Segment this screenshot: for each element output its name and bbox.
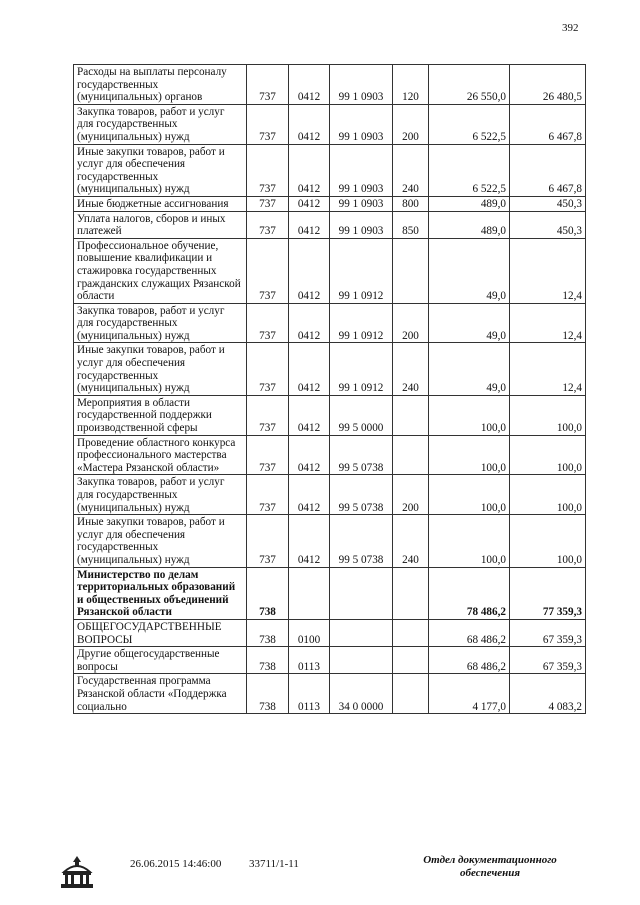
expense-type-cell: 200 xyxy=(393,475,429,515)
target-article-cell: 99 5 0738 xyxy=(330,435,393,475)
section-code-cell: 0412 xyxy=(289,238,330,303)
ministry-code-cell: 737 xyxy=(247,303,289,343)
amount-planned-cell: 68 486,2 xyxy=(429,619,510,646)
section-code-cell: 0412 xyxy=(289,515,330,567)
table-row xyxy=(74,211,586,238)
section-code-cell: 0113 xyxy=(289,674,330,714)
row-name-cell: Иные закупки товаров, работ и услуг для обеспечения государственных (муниципальных) нужд xyxy=(74,515,247,567)
expense-type-cell xyxy=(393,674,429,714)
expense-type-cell xyxy=(393,238,429,303)
ministry-code-cell: 737 xyxy=(247,65,289,105)
page-footer xyxy=(0,848,640,898)
table-row xyxy=(74,238,586,303)
amount-executed-cell: 100,0 xyxy=(510,435,586,475)
amount-executed-cell: 100,0 xyxy=(510,475,586,515)
target-article-cell: 99 1 0912 xyxy=(330,303,393,343)
amount-planned-cell: 78 486,2 xyxy=(429,567,510,619)
row-name-cell: Расходы на выплаты персоналу государственных (муниципальных) органов xyxy=(74,65,247,105)
row-name-cell: Профессиональное обучение, повышение квалификации и стажировка государственных гражданских служащих Рязанской области xyxy=(74,238,247,303)
target-article-cell xyxy=(330,647,393,674)
ministry-code-cell: 738 xyxy=(247,619,289,646)
section-code-cell: 0412 xyxy=(289,343,330,395)
table-row xyxy=(74,567,586,619)
ministry-code-cell: 737 xyxy=(247,211,289,238)
target-article-cell xyxy=(330,619,393,646)
expense-type-cell xyxy=(393,619,429,646)
ministry-code-cell: 737 xyxy=(247,395,289,435)
amount-planned-cell: 49,0 xyxy=(429,343,510,395)
section-code-cell: 0412 xyxy=(289,196,330,211)
ministry-code-cell: 738 xyxy=(247,567,289,619)
section-code-cell: 0100 xyxy=(289,619,330,646)
target-article-cell: 99 1 0903 xyxy=(330,211,393,238)
row-name-cell: Иные бюджетные ассигнования xyxy=(74,196,247,211)
target-article-cell: 99 5 0738 xyxy=(330,475,393,515)
target-article-cell: 99 1 0903 xyxy=(330,144,393,196)
target-article-cell: 99 1 0903 xyxy=(330,104,393,144)
table-row xyxy=(74,65,586,105)
expense-type-cell: 800 xyxy=(393,196,429,211)
page-number: 392 xyxy=(562,22,579,34)
amount-planned-cell: 49,0 xyxy=(429,303,510,343)
ministry-code-cell: 737 xyxy=(247,435,289,475)
amount-planned-cell: 489,0 xyxy=(429,211,510,238)
ministry-code-cell: 737 xyxy=(247,238,289,303)
expense-type-cell xyxy=(393,395,429,435)
expense-type-cell xyxy=(393,567,429,619)
amount-executed-cell: 450,3 xyxy=(510,196,586,211)
footer-datetime: 26.06.2015 14:46:00 xyxy=(130,858,222,870)
amount-planned-cell: 6 522,5 xyxy=(429,144,510,196)
row-name-cell: Закупка товаров, работ и услуг для государственных (муниципальных) нужд xyxy=(74,475,247,515)
amount-executed-cell: 100,0 xyxy=(510,395,586,435)
expense-type-cell xyxy=(393,435,429,475)
expense-type-cell xyxy=(393,647,429,674)
target-article-cell: 99 1 0912 xyxy=(330,238,393,303)
amount-planned-cell: 100,0 xyxy=(429,395,510,435)
table-row xyxy=(74,515,586,567)
ministry-code-cell: 737 xyxy=(247,515,289,567)
table-row xyxy=(74,619,586,646)
amount-executed-cell: 12,4 xyxy=(510,343,586,395)
row-name-cell: Министерство по делам территориальных образований и общественных объединений Рязанской области xyxy=(74,567,247,619)
amount-executed-cell: 12,4 xyxy=(510,238,586,303)
expense-type-cell: 200 xyxy=(393,303,429,343)
table-row xyxy=(74,475,586,515)
table-row xyxy=(74,674,586,714)
target-article-cell: 99 1 0903 xyxy=(330,65,393,105)
table-row xyxy=(74,104,586,144)
ministry-code-cell: 738 xyxy=(247,674,289,714)
footer-department: Отдел документационного обеспечения xyxy=(423,854,557,879)
section-code-cell xyxy=(289,567,330,619)
ministry-code-cell: 737 xyxy=(247,343,289,395)
section-code-cell: 0412 xyxy=(289,395,330,435)
ministry-code-cell: 737 xyxy=(247,196,289,211)
amount-planned-cell: 100,0 xyxy=(429,515,510,567)
row-name-cell: Закупка товаров, работ и услуг для государственных (муниципальных) нужд xyxy=(74,104,247,144)
target-article-cell: 99 5 0738 xyxy=(330,515,393,567)
section-code-cell: 0412 xyxy=(289,475,330,515)
amount-planned-cell: 4 177,0 xyxy=(429,674,510,714)
section-code-cell: 0412 xyxy=(289,65,330,105)
section-code-cell: 0412 xyxy=(289,435,330,475)
table-row xyxy=(74,196,586,211)
row-name-cell: Иные закупки товаров, работ и услуг для обеспечения государственных (муниципальных) нужд xyxy=(74,144,247,196)
row-name-cell: Мероприятия в области государственной поддержки производственной сферы xyxy=(74,395,247,435)
expense-type-cell: 240 xyxy=(393,144,429,196)
ministry-code-cell: 737 xyxy=(247,144,289,196)
amount-planned-cell: 49,0 xyxy=(429,238,510,303)
amount-executed-cell: 26 480,5 xyxy=(510,65,586,105)
expense-type-cell: 120 xyxy=(393,65,429,105)
amount-executed-cell: 6 467,8 xyxy=(510,144,586,196)
ministry-code-cell: 737 xyxy=(247,104,289,144)
amount-executed-cell: 4 083,2 xyxy=(510,674,586,714)
footer-document-code: 33711/1-11 xyxy=(249,858,299,870)
amount-executed-cell: 67 359,3 xyxy=(510,647,586,674)
section-code-cell: 0412 xyxy=(289,303,330,343)
row-name-cell: Государственная программа Рязанской области «Поддержка социально xyxy=(74,674,247,714)
row-name-cell: Уплата налогов, сборов и иных платежей xyxy=(74,211,247,238)
table-row xyxy=(74,343,586,395)
ministry-code-cell: 737 xyxy=(247,475,289,515)
row-name-cell: Проведение областного конкурса профессионального мастерства «Мастера Рязанской области» xyxy=(74,435,247,475)
amount-executed-cell: 12,4 xyxy=(510,303,586,343)
expense-type-cell: 240 xyxy=(393,343,429,395)
section-code-cell: 0412 xyxy=(289,144,330,196)
expense-type-cell: 240 xyxy=(393,515,429,567)
table-row xyxy=(74,303,586,343)
row-name-cell: Другие общегосударственные вопросы xyxy=(74,647,247,674)
amount-executed-cell: 6 467,8 xyxy=(510,104,586,144)
table-row xyxy=(74,395,586,435)
section-code-cell: 0412 xyxy=(289,104,330,144)
table-row xyxy=(74,144,586,196)
target-article-cell xyxy=(330,567,393,619)
row-name-cell: Иные закупки товаров, работ и услуг для обеспечения государственных (муниципальных) нужд xyxy=(74,343,247,395)
section-code-cell: 0113 xyxy=(289,647,330,674)
amount-planned-cell: 68 486,2 xyxy=(429,647,510,674)
table-row xyxy=(74,435,586,475)
target-article-cell: 99 1 0912 xyxy=(330,343,393,395)
target-article-cell: 34 0 0000 xyxy=(330,674,393,714)
section-code-cell: 0412 xyxy=(289,211,330,238)
row-name-cell: Закупка товаров, работ и услуг для государственных (муниципальных) нужд xyxy=(74,303,247,343)
amount-planned-cell: 6 522,5 xyxy=(429,104,510,144)
expense-type-cell: 200 xyxy=(393,104,429,144)
table-row xyxy=(74,647,586,674)
amount-executed-cell: 77 359,3 xyxy=(510,567,586,619)
amount-planned-cell: 100,0 xyxy=(429,475,510,515)
target-article-cell: 99 1 0903 xyxy=(330,196,393,211)
amount-planned-cell: 489,0 xyxy=(429,196,510,211)
emblem-logo xyxy=(58,854,96,890)
budget-table xyxy=(73,64,586,714)
row-name-cell: ОБЩЕГОСУДАРСТВЕННЫЕ ВОПРОСЫ xyxy=(74,619,247,646)
amount-executed-cell: 450,3 xyxy=(510,211,586,238)
table-body xyxy=(74,65,586,714)
amount-planned-cell: 26 550,0 xyxy=(429,65,510,105)
ministry-code-cell: 738 xyxy=(247,647,289,674)
amount-planned-cell: 100,0 xyxy=(429,435,510,475)
target-article-cell: 99 5 0000 xyxy=(330,395,393,435)
amount-executed-cell: 67 359,3 xyxy=(510,619,586,646)
amount-executed-cell: 100,0 xyxy=(510,515,586,567)
expense-type-cell: 850 xyxy=(393,211,429,238)
